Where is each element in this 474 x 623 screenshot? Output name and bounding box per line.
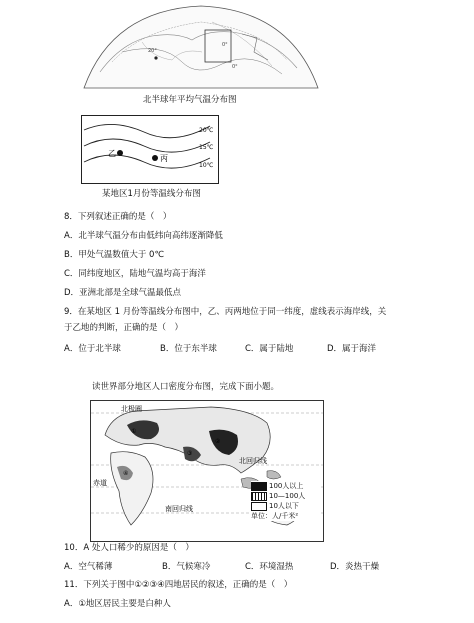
q8-option-c[interactable]: C．同纬度地区，陆地气温均高于海洋 bbox=[64, 269, 206, 279]
isotherm-figure bbox=[81, 115, 219, 184]
marker-2: ② bbox=[215, 438, 221, 445]
q10-option-d[interactable]: D．炎热干燥 bbox=[330, 562, 380, 572]
legend-label: 100人以上 bbox=[269, 482, 304, 490]
point-bing-label: 丙 bbox=[160, 154, 168, 163]
map-label: 20° bbox=[148, 48, 157, 54]
legend-label: 10—100人 bbox=[269, 492, 306, 500]
isotherm-label-20: 20℃ bbox=[199, 127, 214, 134]
q11-stem: 11．下列关于图中①②③④四地居民的叙述，正确的是（ ） bbox=[64, 580, 293, 590]
label-equator: 赤道 bbox=[93, 479, 107, 487]
marker-4: ④ bbox=[123, 470, 129, 477]
label-arctic-circle: 北极圈 bbox=[121, 405, 142, 413]
legend-swatch-medium bbox=[251, 492, 267, 501]
label-tropic-cancer: 北回归线 bbox=[239, 457, 267, 465]
q9-option-c[interactable]: C．属于陆地 bbox=[245, 344, 294, 354]
section-intro: 读世界部分地区人口密度分布图，完成下面小题。 bbox=[92, 382, 280, 392]
q10-option-c[interactable]: C．环境湿热 bbox=[245, 562, 294, 572]
q9-option-b[interactable]: B．位于东半球 bbox=[160, 344, 217, 354]
q8-option-d[interactable]: D．亚洲北部是全球气温最低点 bbox=[64, 288, 182, 298]
temperature-map-caption: 北半球年平均气温分布图 bbox=[143, 95, 237, 105]
marker-3: ③ bbox=[187, 450, 193, 457]
map-legend bbox=[251, 481, 321, 521]
point-bing-dot bbox=[152, 155, 158, 161]
q9-option-a[interactable]: A．位于北半球 bbox=[64, 344, 121, 354]
legend-row bbox=[251, 491, 321, 501]
legend-swatch-sparse bbox=[251, 502, 267, 511]
legend-swatch-dense bbox=[251, 482, 267, 491]
legend-unit: 单位：人/千米² bbox=[251, 512, 299, 520]
temperature-map bbox=[82, 2, 320, 92]
q10-option-a[interactable]: A．空气稀薄 bbox=[64, 562, 113, 572]
q9-stem-line2: 于乙地的判断，正确的是（ ） bbox=[64, 323, 184, 333]
q11-option-a[interactable]: A．①地区居民主要是白种人 bbox=[64, 599, 171, 609]
marker-1: ① bbox=[131, 428, 137, 435]
q8-stem: 8．下列叙述正确的是（ ） bbox=[64, 212, 172, 222]
isotherm-caption: 某地区1月份等温线分布图 bbox=[102, 189, 201, 199]
map-label: 0° bbox=[232, 64, 238, 70]
location-dot bbox=[154, 56, 157, 59]
legend-row bbox=[251, 481, 321, 491]
population-map bbox=[90, 400, 324, 542]
isotherm-label-10: 10℃ bbox=[199, 162, 214, 169]
point-yi-dot bbox=[117, 150, 123, 156]
legend-row bbox=[251, 501, 321, 511]
q8-option-a[interactable]: A．北半球气温分布由低纬向高纬逐渐降低 bbox=[64, 231, 223, 241]
isotherm-label-15: 15℃ bbox=[199, 144, 214, 151]
q8-option-b[interactable]: B．甲处气温数值大于 0℃ bbox=[64, 250, 164, 260]
map-label: 0° bbox=[222, 42, 228, 48]
q10-option-b[interactable]: B．气候寒冷 bbox=[162, 562, 211, 572]
point-yi-label: 乙 bbox=[108, 149, 116, 158]
label-tropic-capricorn: 南回归线 bbox=[165, 505, 193, 513]
legend-label: 10人以下 bbox=[269, 502, 299, 510]
q9-stem-line1: 9．在某地区 1 月份等温线分布图中，乙、丙两地位于同一纬度，虚线表示海岸线，关 bbox=[64, 307, 387, 317]
q9-option-d[interactable]: D．属于海洋 bbox=[327, 344, 377, 354]
q10-stem: 10．A 处人口稀少的原因是（ ） bbox=[64, 543, 194, 553]
